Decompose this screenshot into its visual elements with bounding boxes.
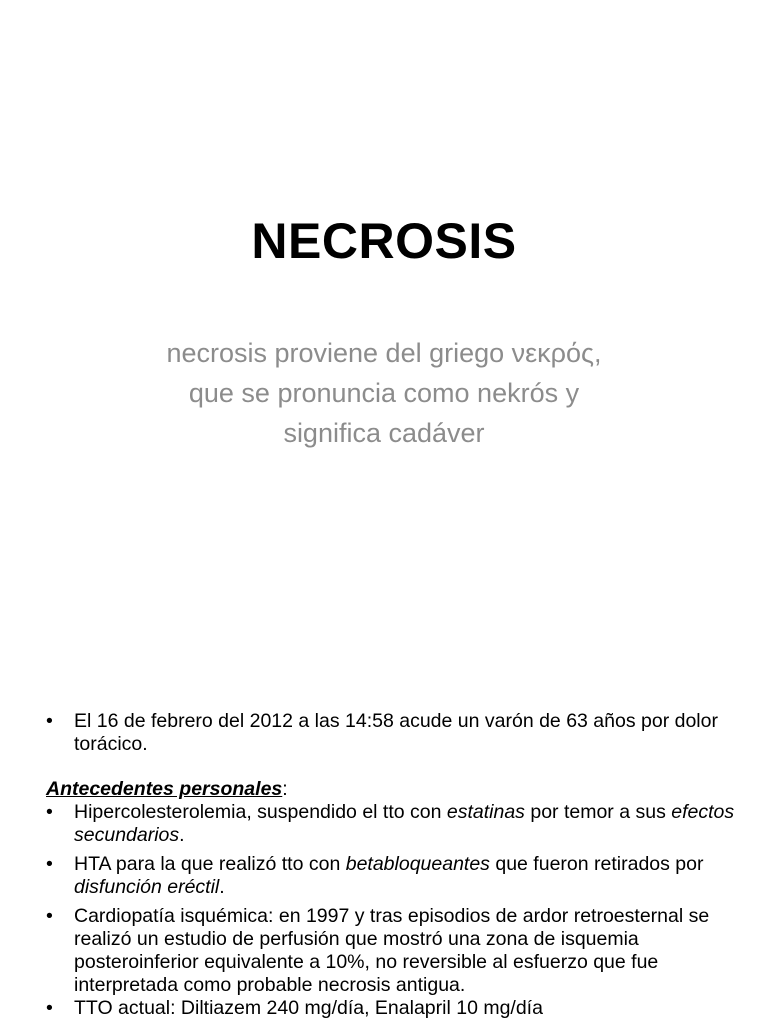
section-heading: Antecedentes personales — [46, 778, 283, 800]
list-item — [46, 997, 736, 1020]
item-text: HTA para la que realizó tto con — [74, 853, 346, 875]
subtitle-line: necrosis proviene del griego νεκρός, — [166, 338, 602, 368]
bullet-icon: • — [46, 853, 53, 875]
section-heading-colon: : — [282, 778, 288, 800]
intro-bullet — [46, 710, 736, 756]
content-slide — [0, 684, 768, 1024]
item-text: por temor a sus — [524, 801, 672, 823]
item-text: que fueron retirados por — [489, 853, 704, 875]
subtitle-line: significa cadáver — [283, 418, 485, 448]
bullet-icon: • — [46, 710, 53, 732]
item-emphasis: betabloqueantes — [345, 853, 490, 875]
slide-title: NECROSIS — [251, 213, 517, 269]
slide-subtitle — [84, 333, 684, 453]
item-text: Cardiopatía isquémica: en 1997 y tras episodios de ardor retroesternal se realizó un estudio de perfusión que mostró una zona de isquemia posteroinferior equivalente a 10%, no reversible al esfuerzo que fue interpretada como probable necrosis antigua. — [74, 905, 710, 996]
bullet-icon: • — [46, 801, 53, 823]
content-body — [46, 710, 736, 1020]
item-emphasis: estatinas — [446, 801, 525, 823]
list-item — [46, 801, 736, 847]
item-text: . — [219, 876, 225, 898]
item-text: TTO actual: Diltiazem 240 mg/día, Enalapril 10 mg/día — [74, 997, 543, 1019]
item-text: Hipercolesterolemia, suspendido el tto con — [74, 801, 447, 823]
intro-text: El 16 de febrero del 2012 a las 14:58 acude un varón de 63 años por dolor torácico. — [74, 710, 718, 755]
bullet-icon: • — [46, 997, 53, 1019]
section-heading-line — [46, 778, 736, 801]
item-emphasis: disfunción eréctil — [74, 876, 220, 898]
item-emphasis: efectos secundarios — [74, 801, 735, 846]
list-item — [46, 905, 736, 997]
item-text: . — [179, 824, 185, 846]
list-item — [46, 853, 736, 899]
subtitle-line: que se pronuncia como nekrós y — [188, 378, 580, 408]
bullet-icon: • — [46, 905, 53, 927]
